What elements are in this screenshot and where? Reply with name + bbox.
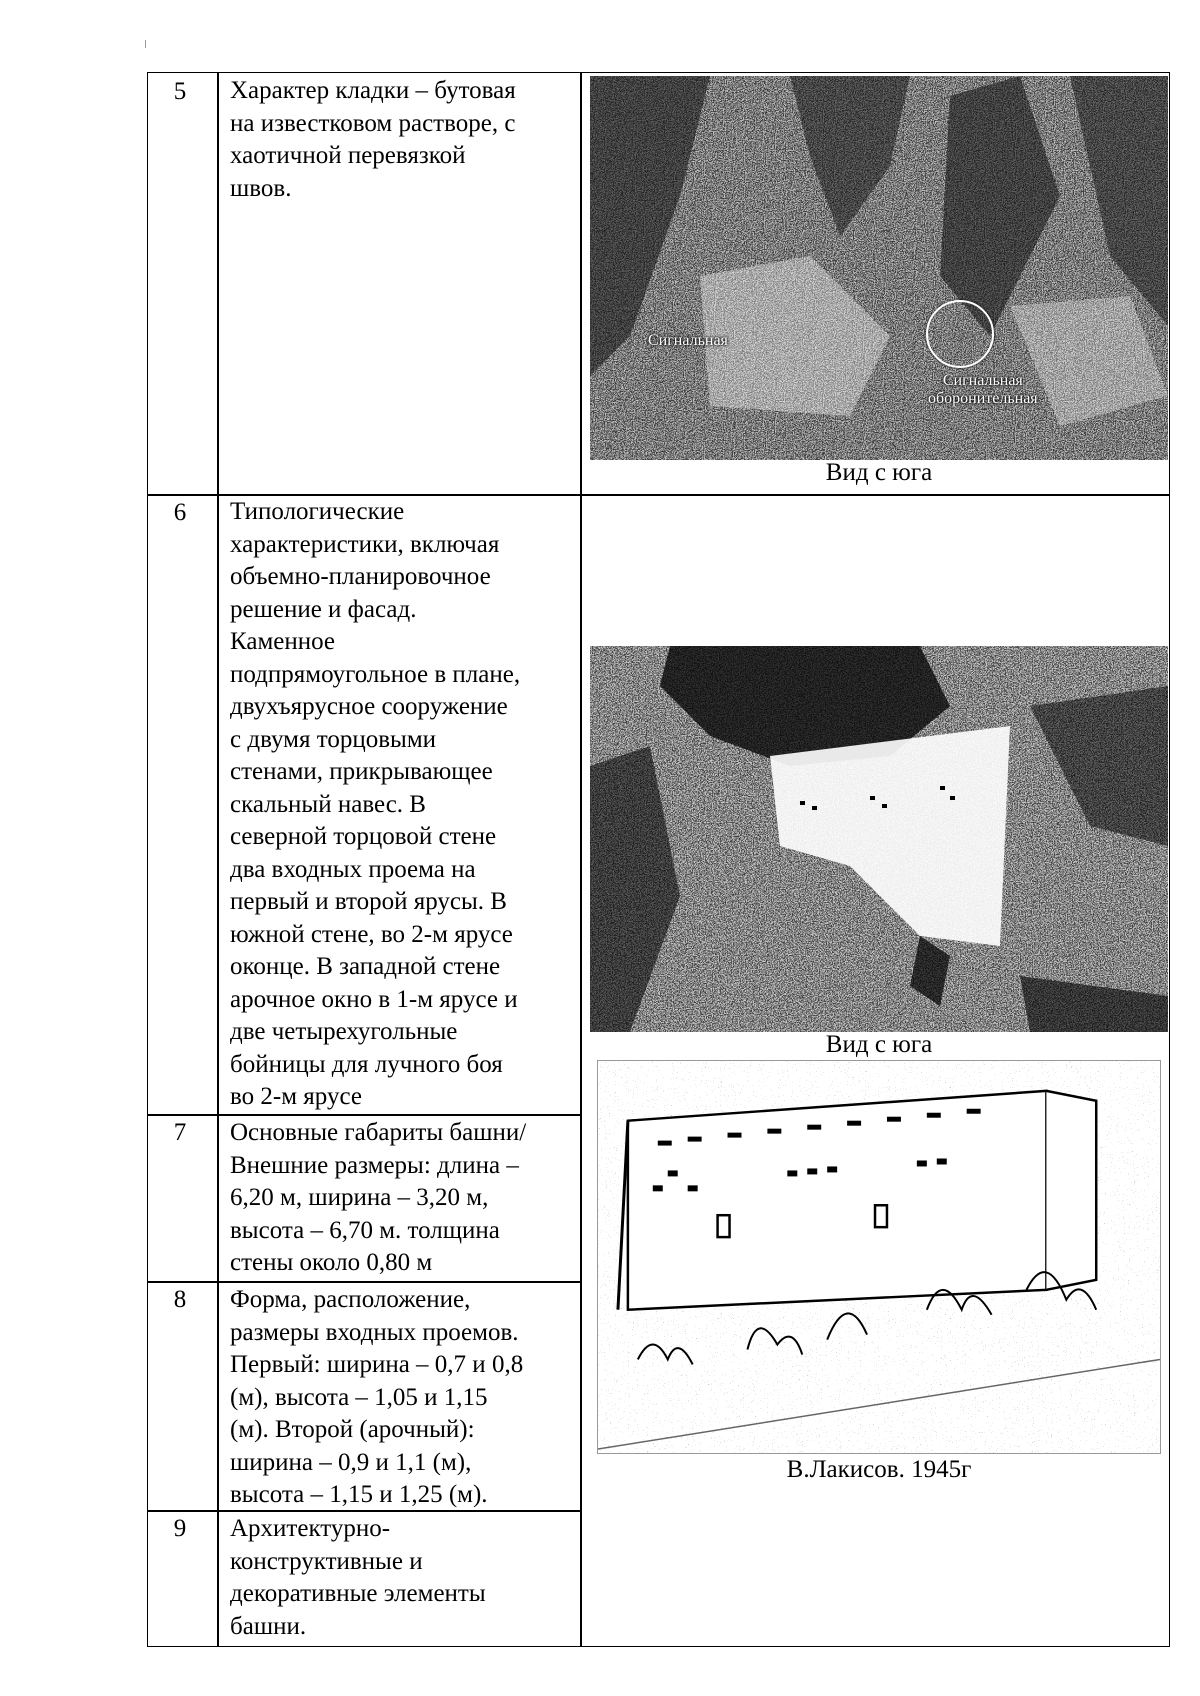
- row-number: 6: [173, 499, 187, 526]
- row-divider-6-7: [147, 1114, 581, 1116]
- column-divider-desc: [580, 72, 582, 1647]
- row-number: 5: [173, 78, 187, 105]
- row-description: Основные габариты башни/ Внешние размеры: длина – 6,20 м, ширина – 3,20 м, высота – 6,70 м. толщина стены около 0,80 м: [230, 1119, 527, 1276]
- row-description: Типологические характеристики, включая объемно-планировочное решение и фасад. Каменное подпрямоугольное в плане, двухъярусное сооружение с двумя торцовыми стенами, прикрывающее скальный навес. В северной торцовой стене два входных проема на первый и второй ярусы. В южной стене, во 2-м ярусе оконце. В западной стене арочное окно в 1-м ярусе и две четырехугольные бойницы для лучного боя во 2-м ярусе: [230, 498, 521, 1110]
- tower-south-photo: [590, 646, 1168, 1032]
- row-number: 7: [173, 1119, 187, 1146]
- photo-label-signal-defensive: Сигнальная оборонительная: [928, 372, 1038, 407]
- row-description: Характер кладки – бутовая на известковом растворе, с хаотичной перевязкой швов.: [230, 77, 516, 202]
- tower-marker-circle: [926, 300, 994, 368]
- column-divider-num: [217, 72, 219, 1647]
- row-description: Архитектурно- конструктивные и декоративные элементы башни.: [230, 1515, 486, 1640]
- row-divider-7-8: [147, 1281, 581, 1283]
- row-description: Форма, расположение, размеры входных проемов. Первый: ширина – 0,7 и 0,8 (м), высота – 1,05 и 1,15 (м). Второй (арочный): ширина – 0,9 и 1,1 (м), высота – 1,15 и 1,25 (м).: [230, 1286, 524, 1508]
- drawing-caption: В.Лакисов. 1945г: [786, 1456, 972, 1483]
- tower-drawing: [597, 1060, 1161, 1454]
- cliff-masonry-photo: [590, 76, 1168, 460]
- photo-label-signal: Сигнальная: [648, 332, 728, 349]
- photo-caption: Вид с юга: [825, 459, 933, 486]
- row-number: 8: [173, 1286, 187, 1313]
- scan-mark: [145, 40, 146, 48]
- row-number: 9: [173, 1515, 187, 1542]
- photo-caption: Вид с юга: [825, 1031, 933, 1058]
